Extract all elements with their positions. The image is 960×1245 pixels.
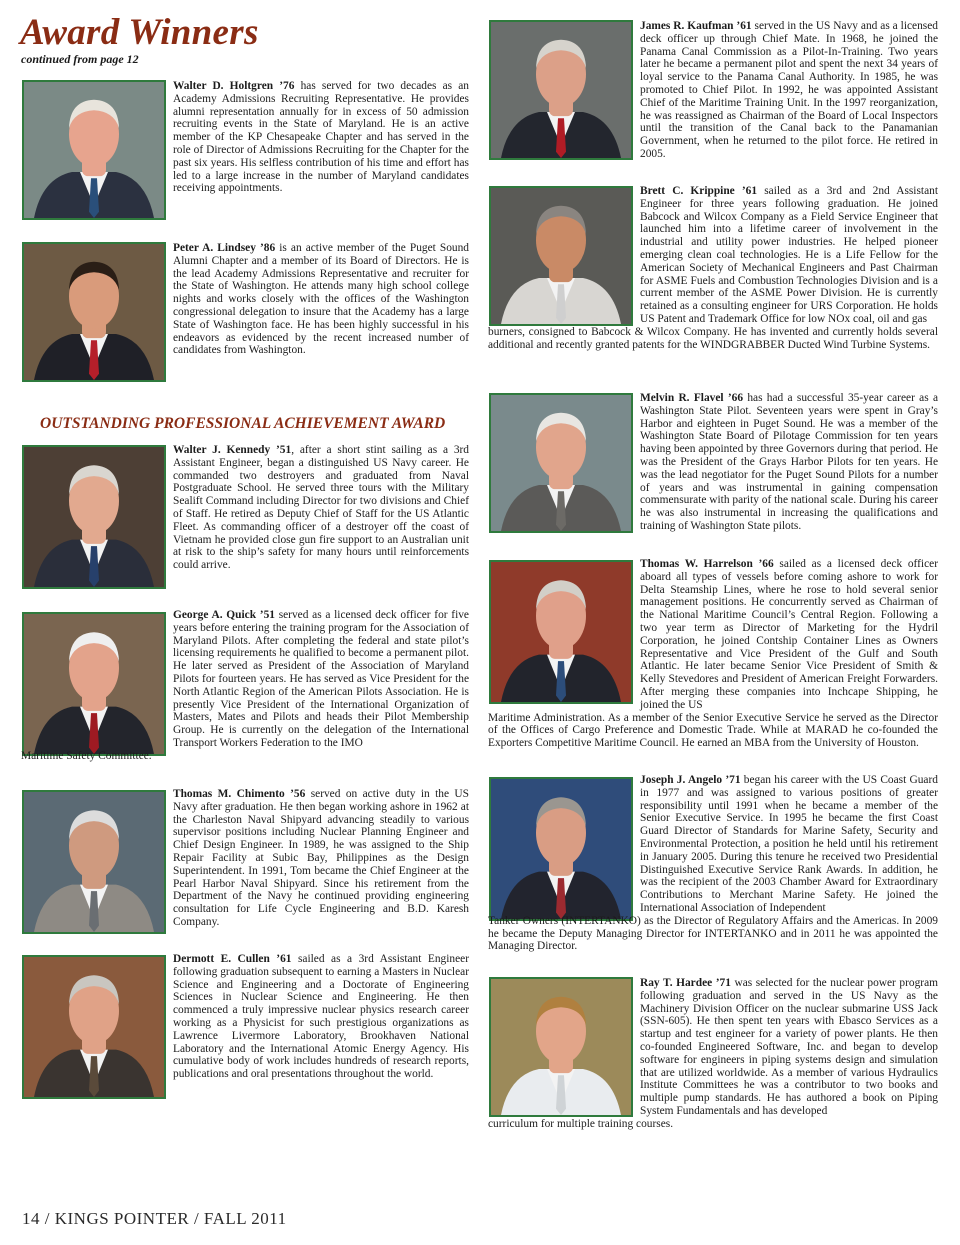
bio-body: began his career with the US Coast Guard in 1977 and was assigned to various positions of greater responsibility until 1991 when he became a member of the Senior Executive Service. In 1995 he became the first Coast Guard Director of Standards for Marine Safety, Security and Environmental Protection, a position he held until his retirement in January 2005. During this tenure he received two Presidential Distinguished Executive Service Rank Awards. In addition, he was the recipient of the 2003 Chamber Award for Extraordinary Contributions to Merchant Marine Safety. He joined the International Association of Independent: [640, 774, 938, 914]
bio-continuation: curriculum for multiple training courses.: [488, 1117, 674, 1130]
portrait-image: [24, 614, 164, 754]
bio-body: served on active duty in the US Navy after graduation. He then began working ashore in 1962 at the Charleston Naval Shipyard advancing steadily to various supervisor positions including Nuclear Planning Engineer and Chief Design Engineer. In 1989, he was assigned to the Ship Repair Facility at Subic Bay, Philippines as the Design Superintendent. In 1991, Tom became the Chief Engineer at the Pearl Harbor Naval Shipyard. Since his retirement from the Department of the Navy he continued providing engineering consultation for Life Cycle Engineering and B.D. Karesh Company.: [173, 788, 469, 928]
left-bio-4: [21, 609, 469, 763]
portrait-image: [24, 82, 164, 218]
bio-body: sailed as a licensed deck officer aboard all types of vessels before coming ashore to work for Delta Steamship Lines, where he rose to hold several senior management positions. He concurrently served as Chairman of the National Maritime Council’s Central Region. Following a two year term as Director of Marketing for the Hydril Corporation, he joined Contship Container Lines as Owners Representative and Vice President of the Gulf and South Atlantic. He later became Senior Vice President of Smith & Kelly Stevedores and President of American Freight Forwarders. After merging these companies into Inchcape Shipping, he joined the US: [640, 558, 938, 711]
bio-continuation: Tanker Owners (INTERTANKO) as the Director of Regulatory Affairs and the Americas. In 2009 he became the Deputy Managing Director for INTERTANKO and in 2011 he was appointed the Managing Director.: [488, 914, 938, 953]
right-portrait-4: [489, 560, 633, 704]
left-portrait-2: [22, 242, 166, 382]
continued-note: continued from page 12: [21, 52, 139, 66]
bio-continuation: Maritime Administration. As a member of the Senior Executive Service he served as the Director of the Offices of Cargo Preference and Domestic Trade. While at MARAD he co-founded the Exporters Competitive Maritime Council. He earned an MBA from the University of Houston.: [488, 711, 938, 750]
bio-name: George A. Quick ’51: [173, 609, 275, 621]
left-portrait-5: [22, 790, 166, 934]
bio-body: sailed as a 3rd Assistant Engineer following graduation subsequent to earning a Masters in Nuclear Science and Engineering and a Doctorate of Engineering Sciences in Nuclear Science and Engineering. He then commenced a truly impressive nuclear physics research career working as a Physicist for such prestigious organizations as Lawrence Livermore Laboratory, Brookhaven National Laboratory and the International Atomic Energy Agency. His cumulative body of work includes hundreds of research reports, publications and oral presentations throughout the world.: [173, 953, 470, 1081]
bio-name: Walter J. Kennedy ’51: [173, 444, 292, 456]
right-portrait-3: [489, 393, 633, 533]
left-bio-3: [173, 444, 469, 572]
bio-body: has had a successful 35-year career as a Washington State Pilot. Seventeen years were spent in Gray’s Harbor and eighteen in Puget Sound. He was a member of the Washington State Board of Pilotage Commission for ten years having been appointed by three Governors during that period. He was the President of the Grays Harbor Pilots for ten years. He was the lead negotiator for the Puget Sound Pilots for a number of years and was instrumental in gaining compensation commensurate with parity of the national scale. During his career he was also instrumental in increasing the qualifications and training of Washington State pilots.: [640, 392, 938, 532]
bio-body: served in the US Navy and as a licensed deck officer up through Chief Mate. In 1968, he joined the Panama Canal Commission as a Pilot-In-Training. Two years later he became a permanent pilot and spent the next 34 years of loyal service to the Panama Canal Authority. In 1985, he was promoted to Chief Pilot. In 1992, he was appointed Assistant Chief of the Maritime Training Unit. In the 1997 reorganization, he was reassigned as Chairman of the Board of Local Inspectors until the transition of the Canal back to the Panamanian Government, when he returned to the pilot force. He retired in 2005.: [640, 20, 938, 160]
bio-body: served as a licensed deck officer for five years before entering the training program for the Association of Maryland Pilots. After completing the federal and state pilot’s licensing requirements he qualified to become a permanent pilot. He later served as President of the Association of Maryland Pilots for fourteen years. He has served as Vice President for the North Atlantic Region of the American Pilots Association. He is presently Vice President of the International Organization of Masters, Mates and Pilots and heads their Pilot Membership Group. He is currently on the delegation of the International Transport Workers Federation to the IMO: [173, 609, 469, 749]
section-heading: OUTSTANDING PROFESSIONAL ACHIEVEMENT AWARD: [40, 415, 446, 432]
right-portrait-5: [489, 777, 633, 921]
right-bio-2: [488, 185, 938, 351]
portrait-image: [491, 979, 631, 1115]
bio-name: James R. Kaufman ’61: [640, 20, 752, 32]
right-bio-5: [488, 774, 938, 953]
bio-name: Brett C. Krippine ’61: [640, 185, 758, 197]
portrait-image: [491, 779, 631, 919]
page-title: Award Winners: [20, 12, 259, 53]
portrait-image: [491, 562, 631, 702]
right-portrait-1: [489, 20, 633, 160]
right-portrait-2: [489, 186, 633, 326]
bio-name: Thomas M. Chimento ’56: [173, 788, 306, 800]
bio-continuation: burners, consigned to Babcock & Wilcox Company. He has invented and currently holds several additional and recently granted patents for the WINDGRABBER Ducted Wind Turbine Systems.: [488, 325, 938, 351]
portrait-image: [24, 957, 164, 1097]
bio-body: is an active member of the Puget Sound Alumni Chapter and a member of its Board of Directors. He is the lead Academy Admissions Representative and recruiter for the State of Washington. He attends many high school college nights and works closely with the offices of the Washington congressional delegation to insure that the Academy has a large State of Washington face. He has been highly successful in his endeavors as evidenced by the recent increased number of candidates from Washington.: [173, 242, 470, 357]
right-bio-4: [488, 558, 938, 750]
portrait-image: [24, 447, 164, 587]
bio-name: Thomas W. Harrelson ’66: [640, 558, 774, 570]
portrait-image: [491, 22, 631, 158]
left-bio-1: [173, 80, 469, 195]
bio-name: Joseph J. Angelo ’71: [640, 774, 741, 786]
portrait-image: [24, 792, 164, 932]
bio-body: sailed as a 3rd and 2nd Assistant Engineer for three years following graduation. He joined Babcock and Wilcox Company as a Field Service Engineer that launched him into a lifetime career of involvement in the industrial and utility power industries. He helped pioneer emerging clean coal technologies. He is a Life Fellow for the American Society of Mechanical Engineers and Past Chairman for ASME Fuels and Combustion Technologies Division and is a current member of the ASME Power Division. He is currently retained as a consulting engineer for URS Corporation. He holds US Patent and Trademark Office for low NOx coal, oil and gas: [640, 185, 938, 325]
bio-name: Walter D. Holtgren ’76: [173, 80, 295, 92]
left-portrait-1: [22, 80, 166, 220]
portrait-image: [491, 188, 631, 324]
left-bio-5: [173, 788, 469, 929]
right-portrait-6: [489, 977, 633, 1117]
bio-name: Peter A. Lindsey ’86: [173, 242, 276, 254]
portrait-image: [491, 395, 631, 531]
bio-continuation: Maritime Safety Committee.: [21, 749, 152, 762]
left-bio-6: [173, 953, 469, 1081]
bio-name: Ray T. Hardee ’71: [640, 977, 731, 989]
bio-body: , after a short stint sailing as a 3rd Assistant Engineer, began a distinguished US Navy career. He commanded two destroyers and graduated from Naval Postgraduate School. He served three tours with the Military Sealift Command including Director for two divisions and Chief of Staff. He retired as Deputy Chief of Staff for the US Atlantic Fleet. As commanding officer of a destroyer off the coast of Vietnam he provided close gun fire support to an Australian unit at risk to the ship’s safety for many hours until reinforcements could arrive.: [173, 444, 470, 572]
bio-name: Dermott E. Cullen ’61: [173, 953, 292, 965]
portrait-image: [24, 244, 164, 380]
right-bio-6: [488, 977, 938, 1131]
left-portrait-4: [22, 612, 166, 756]
left-portrait-6: [22, 955, 166, 1099]
right-bio-3: [640, 392, 938, 533]
bio-body: was selected for the nuclear power program following graduation and served in the US Navy as the Machinery Division Officer on the nuclear submarine USS Jack (SSN-605). He then spent ten years with Ebasco Services as a startup and test engineer for a variety of power plants. He then co-founded Engineered Software, Inc. and began to develop software for engineers in piping systems design and simulation that are utilized worldwide. As a member of various Hydraulics Institute Committees he was a contributor to two books and multiple pump standards. He has authored a book on Piping System Fundamentals and has developed: [640, 977, 938, 1117]
left-bio-2: [173, 242, 469, 357]
page-footer: 14 / KINGS POINTER / FALL 2011: [22, 1209, 287, 1228]
bio-body: has served for two decades as an Academy Admissions Recruiting Representative. He provides alumni representation annually for in excess of 50 admission recruiting events in the State of Maryland. He is an active member of the KP Chesapeake Chapter and has served in the role of Director of Admissions Recruiting for the Chapter for the past six years. His selfless contribution of his time and effort has led to a large increase in the number of Maryland candidates receiving appointments.: [173, 80, 469, 195]
bio-name: Melvin R. Flavel ’66: [640, 392, 744, 404]
left-portrait-3: [22, 445, 166, 589]
right-bio-1: [640, 20, 938, 161]
